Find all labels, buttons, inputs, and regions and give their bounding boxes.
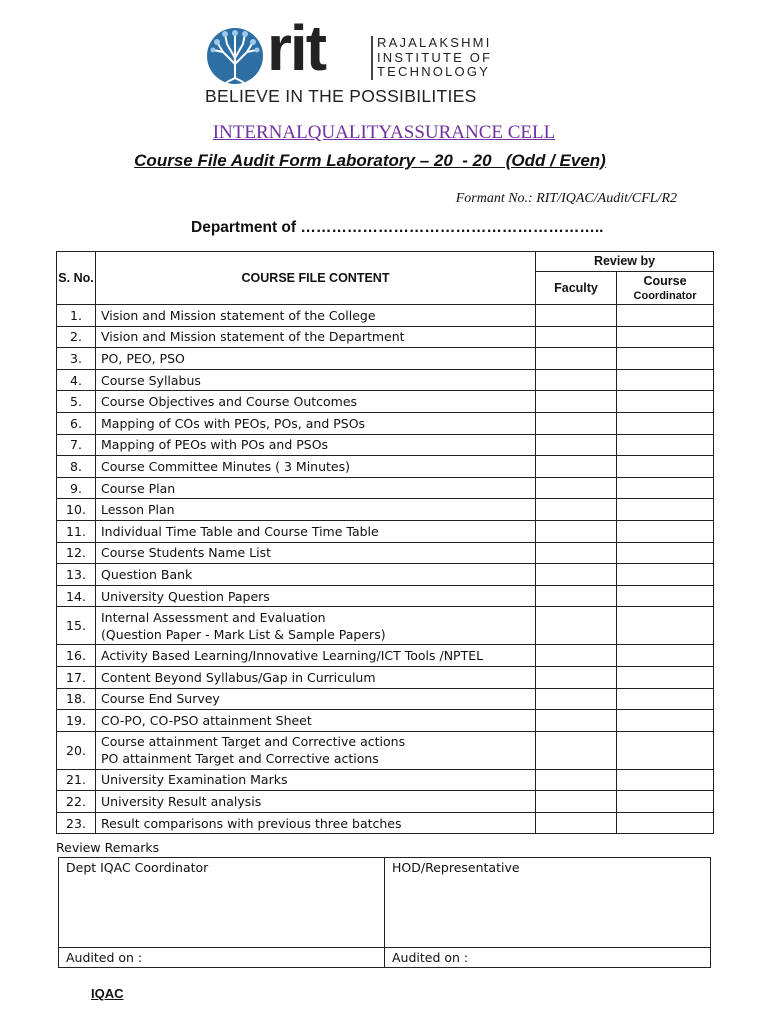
row-content-line: Result comparisons with previous three batches <box>101 815 402 831</box>
faculty-review-cell[interactable] <box>536 607 617 645</box>
row-content-line: Lesson Plan <box>101 502 175 518</box>
table-row <box>57 585 714 607</box>
row-content-line: Course End Survey <box>101 691 220 707</box>
institute-name <box>377 36 492 80</box>
row-number: 12. <box>57 542 96 564</box>
table-row <box>57 305 714 327</box>
audited-on-left: Audited on : <box>59 948 385 968</box>
formant-number: Formant No.: RIT/IQAC/Audit/CFL/R2 <box>455 191 677 206</box>
row-content-line: Internal Assessment and Evaluation <box>101 609 326 625</box>
faculty-review-cell[interactable] <box>536 688 617 710</box>
coordinator-review-cell[interactable] <box>617 731 714 769</box>
table-row <box>57 391 714 413</box>
row-number: 13. <box>57 564 96 586</box>
row-number: 20. <box>57 731 96 769</box>
faculty-review-cell[interactable] <box>536 369 617 391</box>
sno-header: S. No. <box>57 252 96 305</box>
faculty-review-cell[interactable] <box>536 645 617 667</box>
row-content-line: Course attainment Target and Corrective actions <box>101 734 406 750</box>
row-content-line: Vision and Mission statement of the College <box>101 307 376 323</box>
table-row <box>57 369 714 391</box>
coordinator-review-cell[interactable] <box>617 688 714 710</box>
faculty-review-cell[interactable] <box>536 348 617 370</box>
table-row <box>57 326 714 348</box>
institute-name-line: TECHNOLOGY <box>377 64 491 79</box>
row-number: 4. <box>57 369 96 391</box>
logo-wordmark: rit <box>267 12 325 84</box>
row-number: 10. <box>57 499 96 521</box>
row-content-line: CO-PO, CO-PSO attainment Sheet <box>101 712 312 728</box>
row-number: 8. <box>57 456 96 478</box>
row-number: 15. <box>57 607 96 645</box>
course-file-table <box>56 251 714 834</box>
coordinator-review-cell[interactable] <box>617 791 714 813</box>
content-header: COURSE FILE CONTENT <box>96 252 536 305</box>
coordinator-review-cell[interactable] <box>617 645 714 667</box>
faculty-review-cell[interactable] <box>536 564 617 586</box>
row-content <box>96 645 536 667</box>
row-content-line: University Result analysis <box>101 794 262 810</box>
row-content <box>96 305 536 327</box>
faculty-header: Faculty <box>536 272 617 305</box>
table-row <box>57 456 714 478</box>
row-content <box>96 710 536 732</box>
review-remarks-label: Review Remarks <box>56 840 160 855</box>
faculty-review-cell[interactable] <box>536 585 617 607</box>
table-row <box>57 769 714 791</box>
table-row <box>57 434 714 456</box>
coordinator-review-cell[interactable] <box>617 412 714 434</box>
row-content <box>96 456 536 478</box>
tagline: BELIEVE IN THE POSSIBILITIES <box>205 86 477 106</box>
faculty-review-cell[interactable] <box>536 731 617 769</box>
institute-logo <box>205 12 535 108</box>
coordinator-review-cell[interactable] <box>617 391 714 413</box>
coordinator-review-cell[interactable] <box>617 456 714 478</box>
row-number: 16. <box>57 645 96 667</box>
row-content-line: Vision and Mission statement of the Department <box>101 329 405 345</box>
row-content <box>96 542 536 564</box>
coordinator-review-cell[interactable] <box>617 607 714 645</box>
coordinator-review-cell[interactable] <box>617 369 714 391</box>
coordinator-review-cell[interactable] <box>617 542 714 564</box>
row-content-line: Mapping of COs with PEOs, POs, and PSOs <box>101 415 366 431</box>
coordinator-review-cell[interactable] <box>617 769 714 791</box>
row-number: 1. <box>57 305 96 327</box>
faculty-review-cell[interactable] <box>536 326 617 348</box>
row-number: 18. <box>57 688 96 710</box>
row-content-line: Course Syllabus <box>101 372 201 388</box>
row-number: 19. <box>57 710 96 732</box>
row-content <box>96 731 536 769</box>
row-content-line: University Examination Marks <box>101 772 288 788</box>
footer-iqac: IQAC <box>91 986 124 1001</box>
row-content <box>96 369 536 391</box>
course-label: Course <box>643 274 687 288</box>
audited-on-right: Audited on : <box>385 948 711 968</box>
row-content <box>96 348 536 370</box>
tree-logo-icon <box>205 26 265 86</box>
row-content-line: Activity Based Learning/Innovative Learning/ICT Tools /NPTEL <box>101 648 484 664</box>
row-content <box>96 477 536 499</box>
table-row <box>57 791 714 813</box>
row-number: 7. <box>57 434 96 456</box>
row-content-line: Course Plan <box>101 480 176 496</box>
faculty-review-cell[interactable] <box>536 499 617 521</box>
row-content <box>96 791 536 813</box>
row-content <box>96 688 536 710</box>
coordinator-review-cell[interactable] <box>617 710 714 732</box>
row-number: 21. <box>57 769 96 791</box>
faculty-review-cell[interactable] <box>536 812 617 834</box>
form-title: Course File Audit Form Laboratory – 20 - 20 (Odd / Even) <box>134 151 606 170</box>
row-number: 23. <box>57 812 96 834</box>
row-number: 14. <box>57 585 96 607</box>
row-content <box>96 666 536 688</box>
faculty-review-cell[interactable] <box>536 477 617 499</box>
coordinator-review-cell[interactable] <box>617 348 714 370</box>
row-number: 2. <box>57 326 96 348</box>
coordinator-review-cell[interactable] <box>617 812 714 834</box>
row-content-line: University Question Papers <box>101 588 270 604</box>
row-content <box>96 391 536 413</box>
row-number: 22. <box>57 791 96 813</box>
coordinator-review-cell[interactable] <box>617 666 714 688</box>
cell-title: INTERNALQUALITYASSURANCE CELL <box>212 122 556 143</box>
coordinator-review-cell[interactable] <box>617 520 714 542</box>
row-content-line: Course Objectives and Course Outcomes <box>101 394 358 410</box>
row-number: 6. <box>57 412 96 434</box>
row-content-line: PO attainment Target and Corrective actions <box>101 751 379 767</box>
table-row <box>57 564 714 586</box>
row-number: 5. <box>57 391 96 413</box>
hod-representative-cell: HOD/Representative <box>385 858 711 948</box>
table-row <box>57 731 714 769</box>
row-number: 3. <box>57 348 96 370</box>
table-row <box>57 812 714 834</box>
row-content <box>96 769 536 791</box>
table-row <box>57 710 714 732</box>
row-content <box>96 564 536 586</box>
faculty-review-cell[interactable] <box>536 520 617 542</box>
faculty-review-cell[interactable] <box>536 305 617 327</box>
coordinator-review-cell[interactable] <box>617 305 714 327</box>
row-content-line: Question Bank <box>101 566 193 582</box>
row-content-line: Mapping of PEOs with POs and PSOs <box>101 437 329 453</box>
table-row <box>57 666 714 688</box>
table-row <box>57 348 714 370</box>
row-content-line: Individual Time Table and Course Time Table <box>101 523 379 539</box>
table-row <box>57 542 714 564</box>
table-row <box>57 412 714 434</box>
table-row <box>57 477 714 499</box>
table-row <box>57 645 714 667</box>
row-content <box>96 434 536 456</box>
institute-name-line: RAJALAKSHMI <box>377 35 492 50</box>
review-by-header: Review by <box>536 252 714 272</box>
faculty-review-cell[interactable] <box>536 412 617 434</box>
coordinator-review-cell[interactable] <box>617 564 714 586</box>
row-content-line: Course Students Name List <box>101 545 272 561</box>
row-content-line: PO, PEO, PSO <box>101 350 185 366</box>
faculty-review-cell[interactable] <box>536 391 617 413</box>
row-content <box>96 499 536 521</box>
department-line: Department of ………………………………………………….. <box>191 219 604 236</box>
row-number: 11. <box>57 520 96 542</box>
faculty-review-cell[interactable] <box>536 769 617 791</box>
review-remarks-table <box>58 857 711 968</box>
faculty-review-cell[interactable] <box>536 791 617 813</box>
table-row <box>57 520 714 542</box>
logo-divider <box>371 36 373 80</box>
table-row <box>57 499 714 521</box>
coordinator-label: Coordinator <box>633 290 697 302</box>
coordinator-review-cell[interactable] <box>617 499 714 521</box>
coordinator-review-cell[interactable] <box>617 477 714 499</box>
table-row <box>57 607 714 645</box>
row-content-line: (Question Paper - Mark List & Sample Papers) <box>101 626 386 642</box>
faculty-review-cell[interactable] <box>536 434 617 456</box>
row-content <box>96 520 536 542</box>
coordinator-review-cell[interactable] <box>617 585 714 607</box>
coordinator-review-cell[interactable] <box>617 326 714 348</box>
row-content <box>96 326 536 348</box>
dept-iqac-coordinator-cell: Dept IQAC Coordinator <box>59 858 385 948</box>
faculty-review-cell[interactable] <box>536 666 617 688</box>
row-number: 17. <box>57 666 96 688</box>
row-content <box>96 607 536 645</box>
row-content-line: Course Committee Minutes ( 3 Minutes) <box>101 458 351 474</box>
faculty-review-cell[interactable] <box>536 710 617 732</box>
row-content <box>96 412 536 434</box>
coordinator-review-cell[interactable] <box>617 434 714 456</box>
row-number: 9. <box>57 477 96 499</box>
row-content <box>96 812 536 834</box>
row-content-line: Content Beyond Syllabus/Gap in Curriculum <box>101 669 376 685</box>
faculty-review-cell[interactable] <box>536 542 617 564</box>
table-row <box>57 688 714 710</box>
faculty-review-cell[interactable] <box>536 456 617 478</box>
course-coordinator-header <box>617 272 714 305</box>
institute-name-line: INSTITUTE OF <box>377 49 493 65</box>
row-content <box>96 585 536 607</box>
